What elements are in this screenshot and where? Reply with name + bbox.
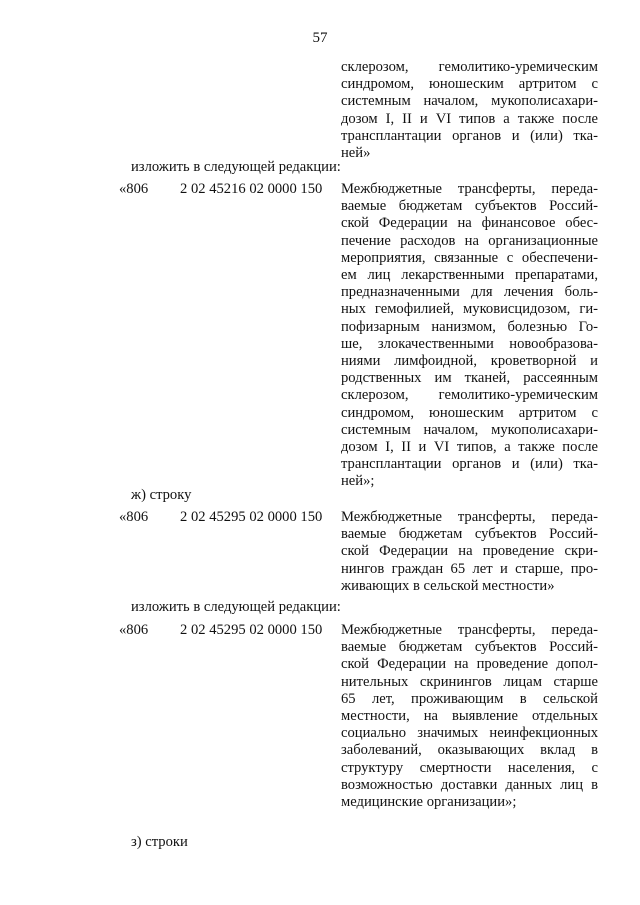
text-line: синдромом, юношеским артритом с [341, 404, 598, 421]
text-line: ней» [341, 145, 371, 162]
budget-classification-code: 2 02 45216 02 0000 150 [180, 181, 323, 197]
text-line: возможностью доставки данных лиц в [341, 776, 598, 793]
text-line: родственных им тканей, рассеянным [341, 370, 598, 387]
text-line: ем лиц лекарственными препаратами, [341, 267, 598, 284]
text-line: заболеваний, оказывающих вклад в [341, 742, 598, 759]
text-line: пофизарным нанизмом, болезнью Го- [341, 318, 598, 335]
text-line: живающих в сельской местности» [341, 577, 555, 594]
budget-classification-code: 2 02 45295 02 0000 150 [180, 622, 323, 638]
text-line: Межбюджетные трансферты, переда- [341, 622, 598, 638]
text-line: ней»; [341, 473, 375, 490]
row-description [341, 622, 598, 811]
row-description [341, 181, 598, 491]
text-line: социально значимых неинфекционных [341, 725, 598, 742]
instruction-text: з) строки [131, 834, 188, 850]
row-code-806: «806 [119, 509, 149, 525]
text-line: мероприятия, связанные с обеспечени- [341, 249, 598, 266]
continuation-description [341, 59, 598, 162]
instruction-text: ж) строку [131, 487, 192, 503]
text-line: Межбюджетные трансферты, переда- [341, 181, 598, 197]
text-line: трансплантации органов и (или) тка- [341, 456, 598, 473]
text-line: ской Федерации на финансовое обес- [341, 215, 598, 232]
text-line: ваемые бюджетам субъектов Россий- [341, 639, 598, 656]
text-line: предназначенными для лечения боль- [341, 284, 598, 301]
text-line: ных гемофилией, муковисцидозом, ги- [341, 301, 598, 318]
text-line: ваемые бюджетам субъектов Россий- [341, 198, 598, 215]
text-line: системным началом, мукополисахари- [341, 421, 598, 438]
text-line: дозом I, II и VI типов а также после [341, 110, 598, 127]
text-line: ше, злокачественными новообразова- [341, 335, 598, 352]
row-code-806: «806 [119, 622, 149, 638]
text-line: медицинские организации»; [341, 794, 517, 811]
text-line: нингов граждан 65 лет и старше, про- [341, 560, 598, 577]
text-line: нительных скринингов лицам старше [341, 673, 598, 690]
instruction-text: изложить в следующей редакции: [131, 599, 341, 615]
text-line: ской Федерации на проведение скри- [341, 543, 598, 560]
text-line: склерозом, гемолитико-уремическим [341, 59, 598, 75]
text-line: печение расходов на организационные [341, 232, 598, 249]
text-line: склерозом, гемолитико-уремическим [341, 387, 598, 404]
budget-classification-code: 2 02 45295 02 0000 150 [180, 509, 323, 525]
row-code-806: «806 [119, 181, 149, 197]
instruction-text: изложить в следующей редакции: [131, 159, 341, 175]
text-line: 65 лет, проживающим в сельской [341, 690, 598, 707]
text-line: дозом I, II и VI типов, а также после [341, 439, 598, 456]
text-line: ской Федерации на проведение допол- [341, 656, 598, 673]
text-line: местности, на выявление отдельных [341, 708, 598, 725]
row-description [341, 509, 598, 595]
text-line: ниями лимфоидной, кроветворной и [341, 353, 598, 370]
text-line: ваемые бюджетам субъектов Россий- [341, 526, 598, 543]
text-line: синдромом, юношеским артритом с [341, 76, 598, 93]
text-line: трансплантации органов и (или) тка- [341, 127, 598, 144]
text-line: Межбюджетные трансферты, переда- [341, 509, 598, 525]
page-number: 57 [312, 30, 328, 46]
text-line: системным началом, мукополисахари- [341, 93, 598, 110]
text-line: структуру смертности населения, с [341, 759, 598, 776]
